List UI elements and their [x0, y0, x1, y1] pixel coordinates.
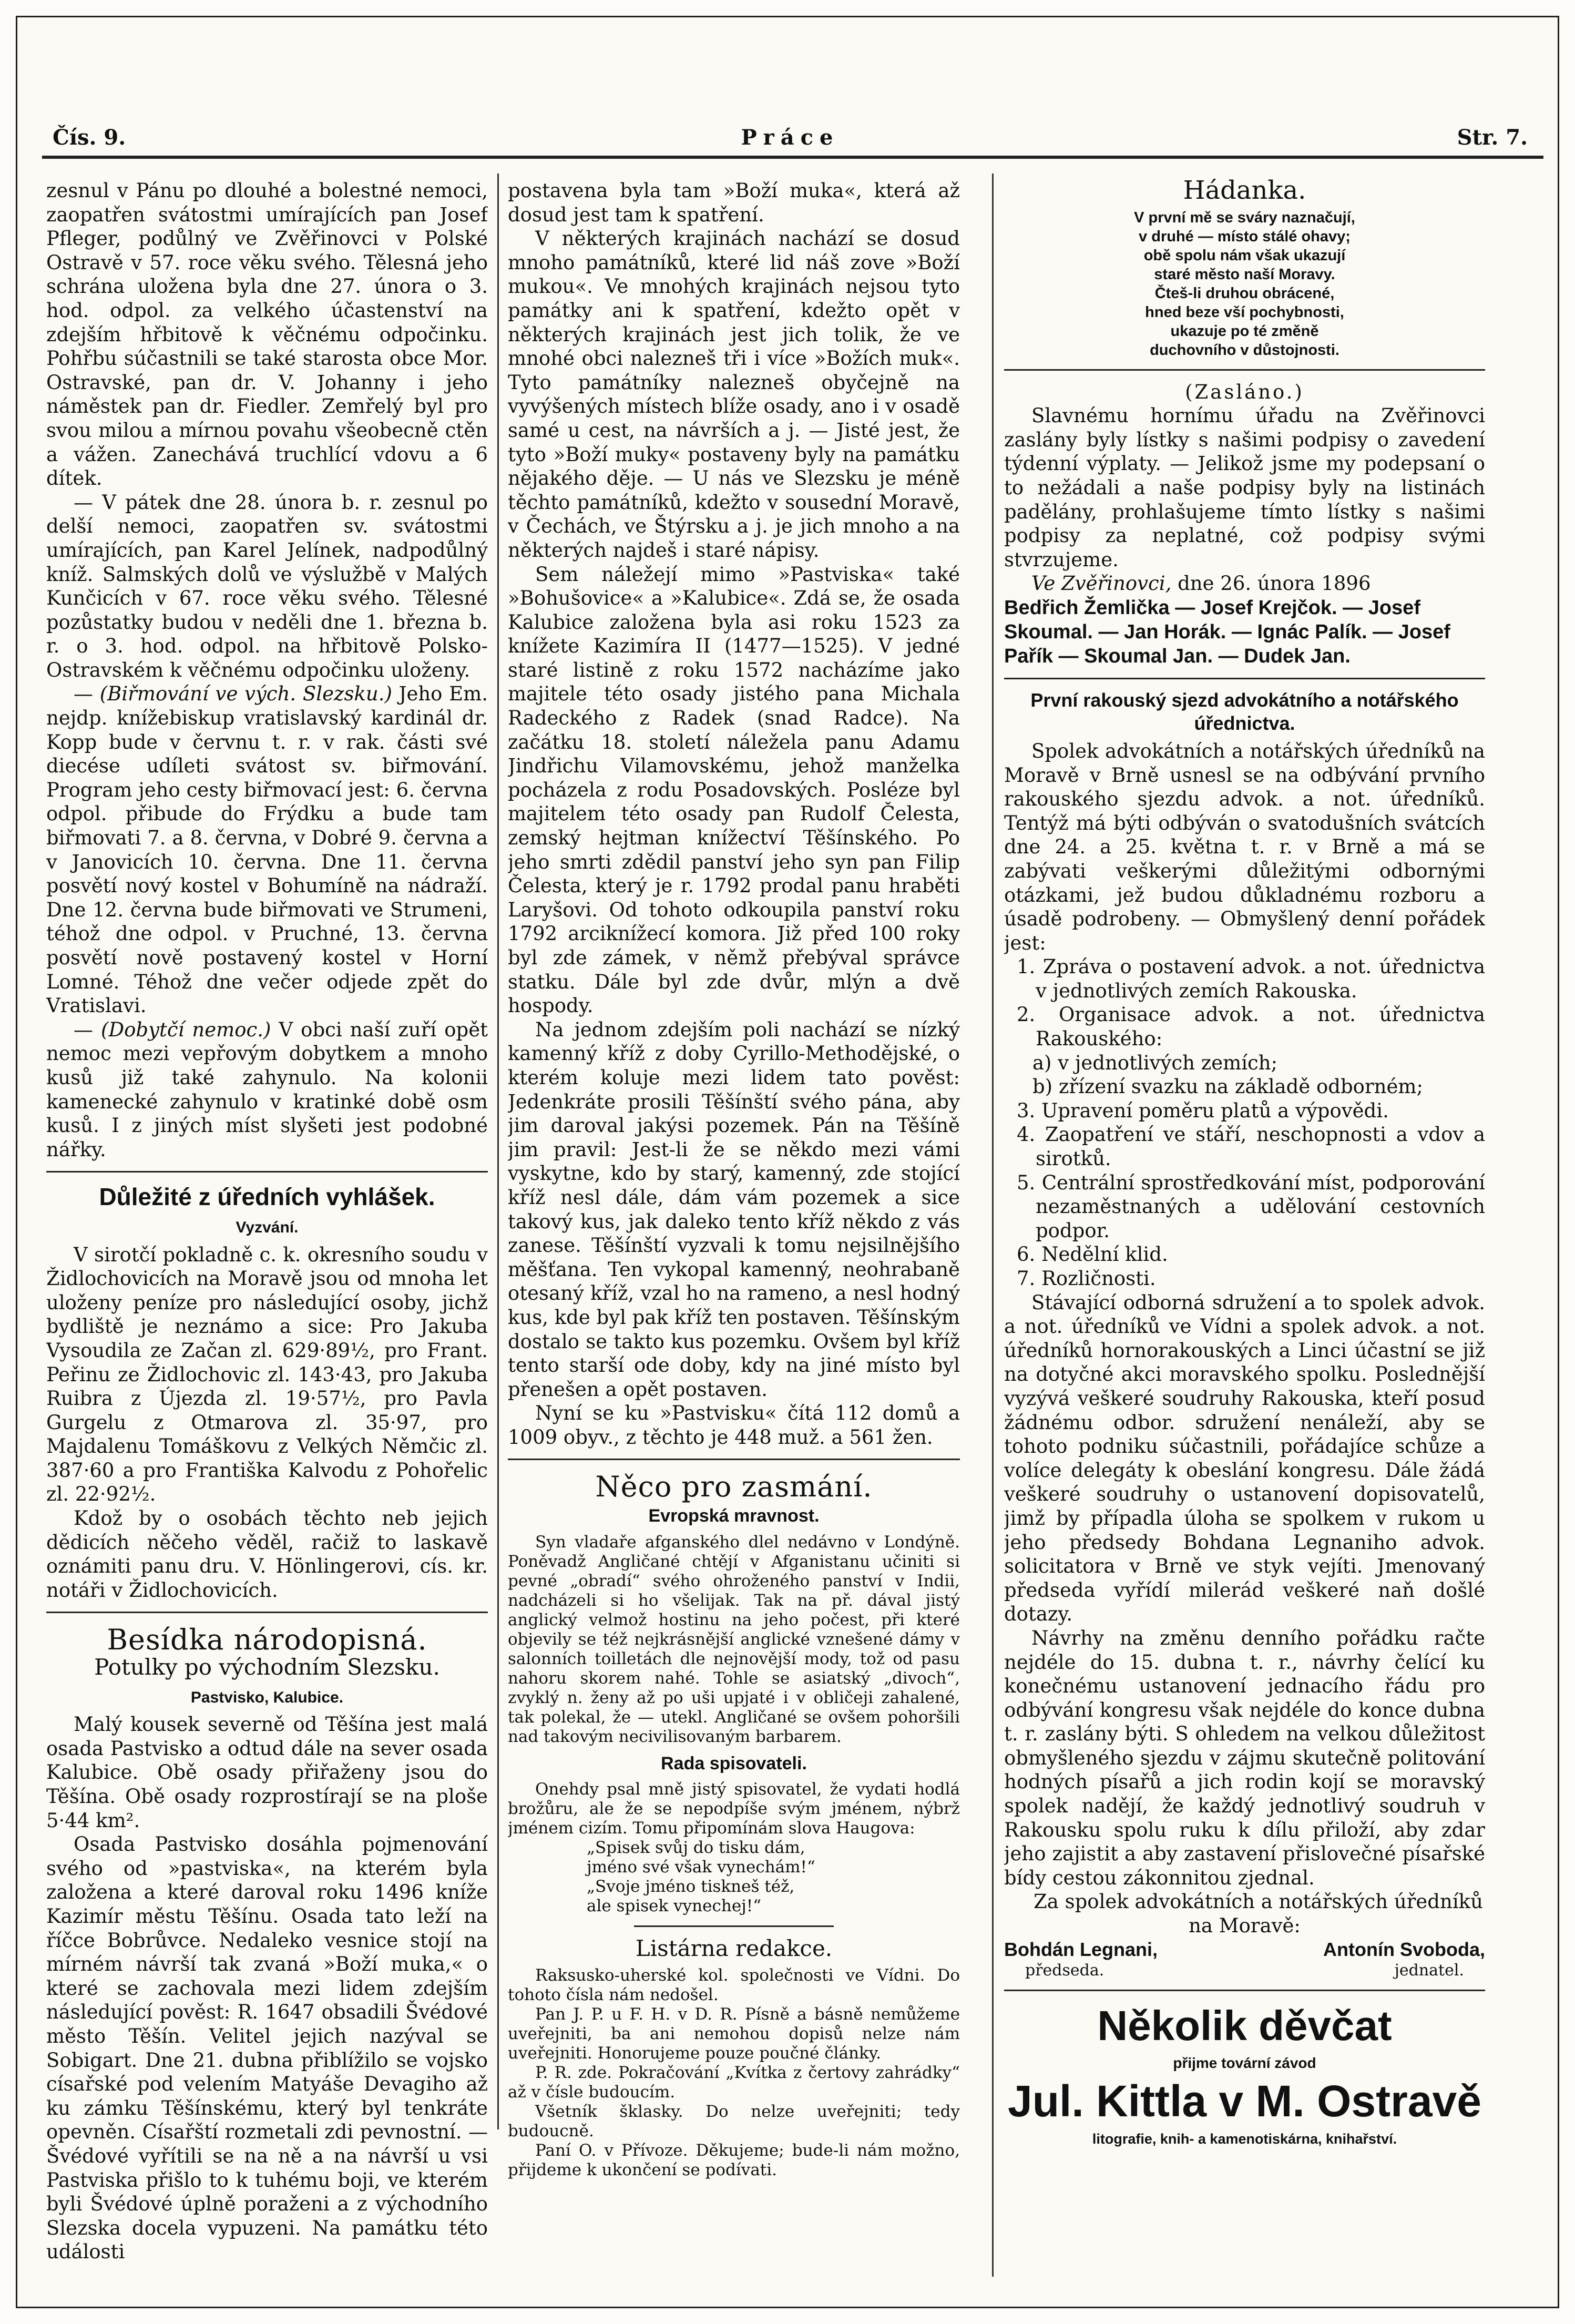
congress-title: První rakouský sjezd advokátního a notářského úřednictva. — [1030, 689, 1459, 734]
news-confirmation: — (Biřmování ve vých. Slezsku.) Jeho Em. nejdp. knížebiskup vratislavský kardinál dr. Kopp bude v červnu t. r. v rak. části své diecése udíleti svátost sv. biřmování. Program jeho cesty biřmovací jest: 6. června odpol. přibude do Frýdku a bude tam biřmovati 7. a 8. června, v Dobré 9. června a v Janovicích 10. června. Dne 11. června posvětí nový kostel v Bohumíně na nádraží. Dne 12. června bude biřmovati ve Strumeni, téhož dne odpol. v Pruchné, 13. června posvětí nově postavený kostel v Horní Lomné. Téhož dne večer odjede zpět do Vratislavi. — [46, 682, 488, 1017]
article-place-heading: Pastvisko, Kalubice. — [190, 1688, 344, 1706]
section-title-humor: Něco pro zasmání. — [595, 1470, 873, 1504]
letter-reply: P. R. zde. Pokračování „Kvítka z čertovy zahrádky“ až v čísle budoucím. — [508, 2063, 960, 2102]
section-rule — [1004, 1990, 1485, 1991]
humor-paragraph: Syn vladaře afganského dlel nedávno v Londýně. Poněvadž Angličané chtějí v Afganistanu učiniti si pevné „obradí“ svého ohroženého panství v Indii, nadcházeli si ho všelijak. Tak na př. dával jistý anglický velmož hostinu na jeho počest, při které objevily se též nejkrásnější anglické vznešené dámy v salonních toilletách dle nejnovější mody, tož od pasu nahoru skorem nahé. Tohle se asiatský „divoch“, zvyklý n. ženy až po uši upjaté i v obličeji zahalené, tak polekal, že — utekl. Angličané se ovšem pohoršili nad takovým necivilisovaným barbarem. — [508, 1532, 960, 1746]
congress-paragraph: Návrhy na změnu denního pořádku račte nejdéle do 15. dubna t. r., návrhy čelící ku konečnému ustanovení jednacího řádu pro odbývání kongresu však nejdéle do konce dubna t. r. zaslány býti. S ohledem na velkou důležitost obmyšleného sjezdu v zájmu skutečně politování hodných písařů a jich rodin kojí se moravský spolek nadějí, že každý jednotlivý soudruh v Rakousku spolu ruku k dílu přiloží, aby zdar jeho zajistit a aby zastavení přislovečné písařské bídy cestou zákonnitou zjednal. — [1004, 1626, 1485, 1889]
notice-paragraph: Kdož by o osobách těchto neb jejich dědicích něčeho věděl, račiž to laskavě oznámiti panu dru. V. Hönlingerovi, cís. kr. notáři v Židlochovicích. — [46, 1507, 488, 1602]
page-number: Str. 7. — [1457, 125, 1528, 150]
agenda-item: 3. Upravení poměru platů a výpovědi. — [1017, 1099, 1389, 1122]
quote-verse: „Spisek svůj do tisku dám, jméno své však vynechám!“ „Svoje jméno tiskneš též, ale spisek vynechej!“ — [587, 1838, 815, 1916]
agenda-item: a) v jednotlivých zemích; — [1032, 1051, 1278, 1074]
submitted-paragraph: Slavnému hornímu úřadu na Zvěřinovci zaslány byly lístky s našimi podpisy o zavedení týdenní výplaty. — Jelikož jsme my podepsaní o to nežádali a naše podpisy byly na listinách padělány, prohlašujeme tímto lístky s našimi podpisy za neplatné, což podpisy svými stvrzujeme. — [1004, 404, 1485, 571]
section-rule — [508, 1459, 960, 1460]
ad-company: Jul. Kittla v M. Ostravě — [1008, 2076, 1481, 2126]
section-rule — [46, 1171, 488, 1173]
ad-info: litografie, knih- a kamenotiskárna, knihařství. — [1092, 2131, 1397, 2147]
obituary-jelinek: — V pátek dne 28. února b. r. zesnul po delší nemoci, zaopatřen sv. svátostmi umírajících, pan Karel Jelínek, nadpodůlný kníž. Salmských dolů ve výslužbě v Malých Kunčicích v 67. roce věku svého. Tělesné pozůstatky budou v neděli dne 1. března b. r. o 3. hod. odpol. na hřbitově Polsko-Ostravském k věčnému odpočinku uloženy. — [46, 491, 488, 681]
humor-subtitle: Evropská mravnost. — [648, 1506, 820, 1526]
section-rule — [1004, 369, 1485, 371]
section-rule — [46, 1612, 488, 1613]
agenda-item: 2. Organisace advok. a not. úřednictva Rakouského: — [1017, 1003, 1485, 1051]
ad-subtitle: přijme tovární závod — [1173, 2054, 1316, 2071]
agenda-item: 7. Rozličnosti. — [1017, 1267, 1156, 1290]
submitted-date: Ve Zvěřinovci, dne 26. února 1896 — [1031, 572, 1371, 595]
notice-subtitle: Vyzvání. — [236, 1218, 299, 1236]
agenda-item: 6. Nedělní klid. — [1017, 1243, 1168, 1266]
notice-paragraph: V sirotčí pokladně c. k. okresního soudu v Židlochovicích na Moravě jsou od mnoha let uloženy peníze pro následující osoby, jichž bydliště je neznámo a sice: Pro Jakuba Vysoudila ze Začan zl. 629·89½, pro Frant. Peřinu ze Židlochovic zl. 143·43, pro Jakuba Ruibra z Újezda zl. 19·57½, pro Pavla Gurgelu z Otmarova zl. 35·97, pro Majdalenu Tomáškovu z Velkých Němčic zl. 387·60 a pro Františka Kalvodu z Pohořelic zl. 22·92½. — [46, 1243, 488, 1506]
column-3 — [1004, 179, 1485, 2152]
article-paragraph: Na jednom zdejším poli nachází se nízký kamenný kříž z doby Cyrillo-Methodějské, o kterém koluje mezi lidem tato pověst: Jedenkráte prosili Těšínští svého pána, aby jim daroval jakýsi pozemek. Pán na Těšíně jim pravil: Jest-li že se někdo mezi vámi vyskytne, kdo by starý, kamenný, zde stojící kříž nesl dále, dám vám pozemek a sice takový kus, jak daleko tento kříž někdo z vás zanese. Těšínští vyzvali k tomu nejsilnějšího měšťana. Ten vykopal kamenný, neohrabaně otesaný kříž, vzal ho na rameno, a nesl hodný kus, kde byl pak kříž ten postaven. Těšínským dostalo se takto kus pozemku. Ovšem byl kříž tento starší ode doby, kdy na jiné místo byl přenešen a opět postaven. — [508, 1018, 960, 1401]
humor-paragraph: Onehdy psal mně jistý spisovatel, že vydati hodlá brožůru, ale že se nepodpíše svým jménem, nýbrž jménem cizím. Tomu připomínám slova Haugova: — [508, 1780, 960, 1838]
letter-reply: Raksusko-uherské kol. společnosti ve Vídni. Do tohoto čísla nám nedošel. — [508, 1965, 960, 2004]
column-divider — [992, 174, 994, 2277]
ad-title: Několik děvčat — [1097, 2002, 1392, 2049]
submitted-signatures: Bedřich Žemlička — Josef Krejčok. — Josef Skoumal. — Jan Horák. — Ignác Palík. — Josef Pařík — Skoumal Jan. — Dudek Jan. — [1004, 596, 1450, 667]
humor-subtitle: Rada spisovateli. — [661, 1753, 807, 1773]
header-rule — [42, 156, 1543, 159]
section-title-letters: Listárna redakce. — [635, 1935, 833, 1962]
submitted-heading: (Zasláno.) — [1185, 380, 1304, 403]
column-1 — [46, 179, 488, 2264]
column-2 — [508, 179, 960, 2180]
section-title-ethnography: Besídka národopisná. — [107, 1623, 427, 1657]
article-paragraph: Sem náležejí mimo »Pastviska« také »Bohušovice« a »Kalubice«. Zdá se, že osada Kalubice založena byla asi roku 1523 za knížete Kazimíra II (1477—1525). V jedné staré listině z roku 1572 nacházíme jako majitele této osady jistého pana Michala Radeckého z Radek (snad Radce). Na začátku 18. století náležela panu Adamu Jindřichu Vilamovskému, jehož manželka pocházela z rodu Posadovských. Posléze byl majitelem této osady pan Rudolf Čelesta, zemský hejtman knížectví Těšínského. Po jeho smrti zdědil panství jeho syn pan Filip Čelesta, který je r. 1792 prodal panu hraběti Laryšovi. Od tohoto odkoupila panství roku 1792 arciknížecí komora. Již před 100 roky byl zde zámek, v němž přebýval správce statku. Dále byl zde dvůr, mlýn a dvě hospody. — [508, 563, 960, 1017]
riddle-title: Hádanka. — [1183, 179, 1306, 205]
column-divider — [497, 174, 499, 2129]
congress-paragraph: Spolek advokátních a notářských úředníků na Moravě v Brně usnesl se na odbývání prvního rakouského sjezdu advok. a not. úředníků. Tentýž má býti odbýván o svatodušních svátcích dne 24. a 25. května t. r. v Brně a má se zabývati veškerými důležitými odbornými otázkami, jež budou důkladnému rozboru a úsadě podrobeny. — Obmyšlený denní pořádek jest: — [1004, 739, 1485, 954]
section-rule — [1004, 678, 1485, 679]
riddle-verse: V první mě se sváry naznačují, v druhé — místo stálé ohavy; obě spolu nám však ukazují staré město naší Moravy. Čteš-li druhou obrácené, hned beze vší pochybnosti, ukazuje po té změně duchovního v důstojnosti. — [1134, 209, 1355, 359]
article-paragraph: V některých krajinách nachází se dosud mnoho památníků, které lid náš zove »Boží mukou«. Ve mnohých krajinách nejsou tyto památky ani k spatření, kdežto opět v některých krajinách jest jich tolik, že ve mnohé obci nalezneš tři i více »Božích muk«. Tyto památníky nalezneš obyčejně na vyvýšených místech blíže osady, ano i v osadě samé u cest, na návrších a j. — Jisté jest, že tyto »Boží muky« postaveny byly na památku nějakého děje. — U nás ve Slezsku je méně těchto památníků, kdežto v sousední Moravě, v Čechách, ve Štýrsku a j. je jich mnoho a na některých najdeš i staré nápisy. — [508, 227, 960, 562]
letter-reply: Paní O. v Přívoze. Děkujeme; bude-li nám možno, přijdeme k ukončení se podívati. — [508, 2140, 960, 2179]
agenda-item: b) zřízení svazku na základě odborném; — [1032, 1075, 1423, 1098]
section-rule — [634, 1925, 834, 1927]
article-paragraph: Malý kousek severně od Těšína jest malá osada Pastvisko a odtud dále na sever osada Kalubice. Obě osady přiřaženy jsou do Těšína. Obě osady rozprostírají se na ploše 5·44 km². — [46, 1713, 488, 1832]
article-paragraph: Nyní se ku »Pastvisku« čítá 112 domů a 1009 obyv., z těchto je 448 muž. a 561 žen. — [508, 1402, 960, 1449]
congress-signature-roles: předseda. jednatel. — [1025, 1961, 1464, 1980]
letter-reply: Pan J. P. u F. H. v D. R. Písně a básně nemůžeme uveřejniti, ba ani nemohou dopisů nelze nám uveřejniti. Honorujeme pouze poučné články. — [508, 2004, 960, 2063]
agenda-item: 4. Zaopatření ve stáří, neschopnosti a vdov a sirotků. — [1017, 1123, 1485, 1170]
congress-closing: Za spolek advokátních a notářských úředníků na Moravě: — [1034, 1890, 1483, 1938]
obituary-pfleger: zesnul v Pánu po dlouhé a bolestné nemoci, zaopatřen svátostmi umírajících pan Josef Pfleger, podůlný ve Zvěřinovci v Polské Ostravě v 57. roce věku svého. Tělesná jeho schrána uložena byla dne 27. února o 3. hod. odpol. za velkého účastenství na zdejším hřbitově k věčnému odpočinku. Pohřbu súčastnili se také starosta obce Mor. Ostravské, pan dr. V. Johanny i jeho náměstek pan dr. Fiedler. Zemřelý byl pro svou milou a mírnou povahu všeobecně ctěn a vážen. Zanechává truchlící vdovu a 6 dítek. — [46, 179, 488, 490]
page-header — [37, 125, 1543, 157]
article-paragraph: Osada Pastvisko dosáhla pojmenování svého od »pastviska«, na kterém byla založena a které daroval roku 1496 kníže Kazimír městu Těšínu. Osada tato leží na říčce Bobrůvce. Nedaleko vesnice stojí na mírném návrší tak zvaná »Boží muka,« o které se zachovala mezi lidem zdejším následující pověst: R. 1647 obsadili Švédové město Těšín. Velitel jejich nazýval se Sobigart. Dne 21. dubna přiblížilo se vojsko císařské pod velením Matyáše Devagiho až ku zámku Těšínskému, který byl tenkráte opevněn. Císařští rozmetali zdi pevnostní. — Švédové vyřítili se na ně a na návrší u vsi Pastviska přišlo to k tuhému boji, ve kterém byli Švédové úplně poraženi a z východního Slezska docela vypuzeni. Na památku této události — [46, 1833, 488, 2264]
news-cattle-disease: — (Dobytčí nemoc.) V obci naší zuří opět nemoc mezi vepřovým dobytkem a mnoho kusů již také zahynulo. Na kolonii kamenecké zahynulo v kratinké době osm kusů. I z jiných míst slyšeti jest podobné nářky. — [46, 1018, 488, 1161]
paper-title: Práce — [741, 125, 840, 150]
letter-reply: Všetník šklasky. Do nelze uveřejniti; tedy budoucně. — [508, 2102, 960, 2140]
section-subtitle: Potulky po východním Slezsku. — [94, 1654, 440, 1680]
agenda-item: 1. Zpráva o postavení advok. a not. úřednictva v jednotlivých zemích Rakouska. — [1017, 955, 1485, 1002]
congress-signatures: Bohdán Legnani, Antonín Svoboda, — [1004, 1938, 1485, 1960]
congress-paragraph: Stávající odborná sdružení a to spolek advok. a not. úředníků ve Vídni a spolek advok. a not. úředníků hornorakouských a Linci účastní se již na dotyčné akci moravského spolku. Poslednější vyzývá veškeré soudruhy Rakouska, kteří posud žádnému odbor. sdružení nenáleží, aby se tohoto podniku súčastnili, pořádajíce schůze a volíce delegáty k obeslání kongresu. Dále žádá veškeré soudruhy o ustanovení dopisovatelů, jimž by případla úloha se spolkem v rukom u jeho předsedy Bohdana Legnaniho advok. solicitatora v Brně ve styk vejíti. Jmenovaný předseda vyřídí milerád veškeré naň došlé dotazy. — [1004, 1291, 1485, 1626]
issue-number: Čís. 9. — [53, 125, 126, 150]
agenda-item: 5. Centrální sprostředkování míst, podporování nezaměstnaných a udělování cestovních podpor. — [1017, 1171, 1485, 1242]
section-title-official: Důležité z úředních vyhlášek. — [99, 1183, 435, 1211]
article-paragraph: postavena byla tam »Boží muka«, která až dosud jest tam k spatření. — [508, 179, 960, 226]
